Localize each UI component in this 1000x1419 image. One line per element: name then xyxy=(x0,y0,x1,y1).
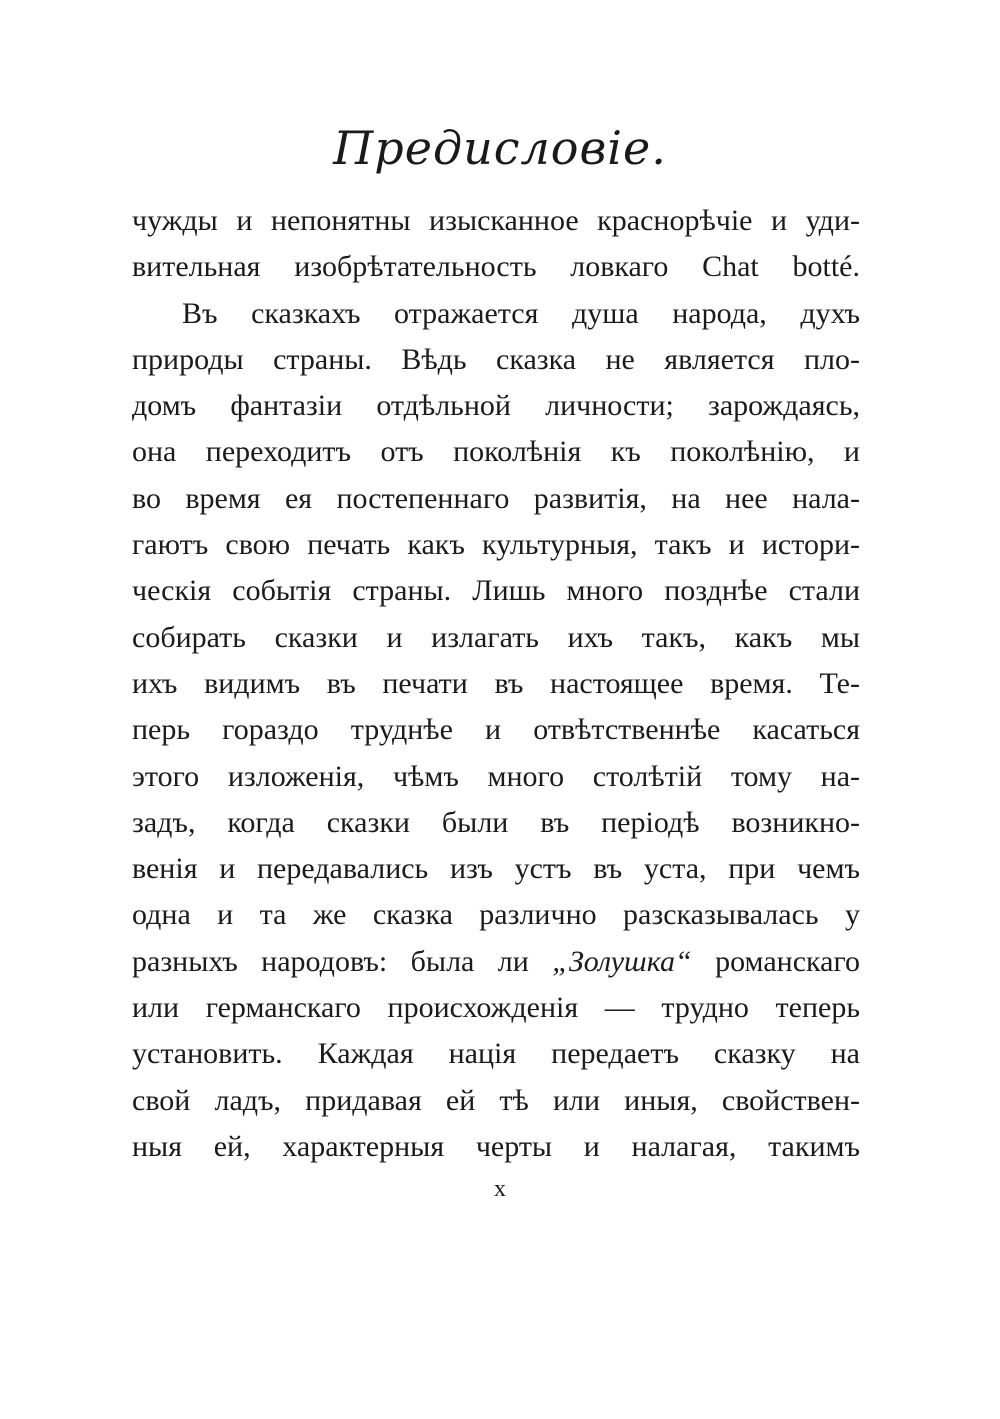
italic-tale-title: „Золушка“ xyxy=(552,944,692,978)
text-line: перь гораздо труднѣе и отвѣтственнѣе касаться xyxy=(132,713,860,747)
text-line: природы страны. Вѣдь сказка не является пло- xyxy=(132,342,860,376)
body-text xyxy=(132,198,860,1170)
text-line: венія и передавались изъ устъ въ уста, при чемъ xyxy=(132,852,860,886)
page-number: x xyxy=(494,1176,506,1202)
text-line: или германскаго происхожденія — трудно теперь xyxy=(132,991,860,1025)
text-line: свой ладъ, придавая ей тѣ или иныя, свойствен- xyxy=(132,1083,860,1117)
text-line: одна и та же сказка различно разсказывалась у xyxy=(132,898,860,932)
text-line-segment: романскаго xyxy=(691,944,861,978)
text-line: вительная изобрѣтательность ловкаго Chat botté. xyxy=(132,250,860,284)
text-line: она переходитъ отъ поколѣнія къ поколѣнію, и xyxy=(132,435,860,469)
page-title: Предисловіе. xyxy=(333,121,667,175)
text-line: установить. Каждая нація передаетъ сказку на xyxy=(132,1037,860,1071)
text-line: ныя ей, характерныя черты и налагая, такимъ xyxy=(132,1129,860,1163)
text-line: собирать сказки и излагать ихъ такъ, какъ мы xyxy=(132,620,860,654)
text-line: ческія событія страны. Лишь много позднѣе стали xyxy=(132,574,860,608)
text-line: гаютъ свою печать какъ культурныя, такъ и истори- xyxy=(132,528,860,562)
text-line-segment: разныхъ народовъ: была ли xyxy=(132,944,553,978)
text-line: задъ, когда сказки были въ періодѣ возникно- xyxy=(132,805,860,839)
text-line: этого изложенія, чѣмъ много столѣтій тому на- xyxy=(132,759,860,793)
text-line-with-italic-title xyxy=(132,939,860,985)
text-line: чужды и непонятны изысканное краснорѣчіе и уди- xyxy=(132,204,860,237)
text-line: ихъ видимъ въ печати въ настоящее время. Те- xyxy=(132,666,860,700)
text-line: домъ фантазіи отдѣльной личности; зарождаясь, xyxy=(132,389,860,423)
paragraph-start-line: Въ сказкахъ отражается душа народа, духъ xyxy=(182,296,860,330)
text-line: во время ея постепеннаго развитія, на нее нала- xyxy=(132,481,860,515)
